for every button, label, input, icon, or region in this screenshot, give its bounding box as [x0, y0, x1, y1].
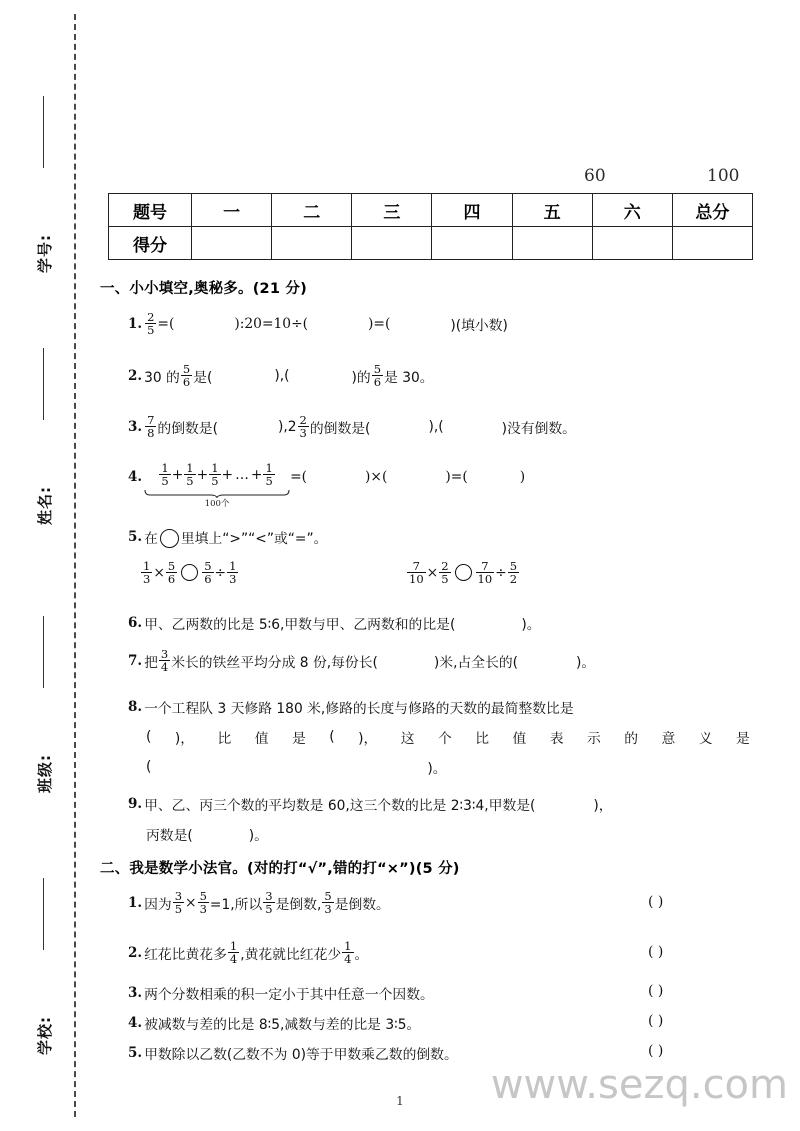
section-two-title: 二、我是数学小法官。	[100, 861, 247, 877]
fraction-5-3: $\frac{5}{3}$	[324, 888, 332, 916]
question-8-close-paren: )，	[174, 731, 195, 747]
tf1-text-3: 是倒数,	[275, 896, 322, 913]
margin-field-class[interactable]	[22, 698, 66, 848]
question-8-open-paren-2[interactable]: (	[329, 729, 335, 745]
question-9-text-line-1: 甲、乙、丙三个数的平均数是 60,这三个数的比是 2∶3∶4,甲数是(	[144, 798, 536, 814]
tf1-text-2: =1,所以	[209, 896, 263, 913]
question-number: 6.	[128, 615, 143, 631]
score-cell-section-4[interactable]	[432, 227, 512, 260]
question-8-char: 意	[661, 731, 676, 747]
question-number: 3.	[128, 985, 143, 1001]
table-header-section-6: 六	[592, 194, 672, 227]
question-8-char: 是	[735, 731, 750, 747]
question-5-expression-left	[140, 560, 239, 586]
table-row-question-numbers	[109, 194, 753, 227]
tf1-text-1: 因为	[144, 896, 172, 913]
fraction-5-6: $\frac{5}{6}$	[167, 558, 176, 586]
truefalse-question-3	[128, 983, 434, 1003]
question-8-text-line-1: 一个工程队 3 天修路 180 米,修路的长度与修路的天数的最简整数比是	[144, 701, 574, 717]
tf4-text: 被减数与差的比是 8∶5,减数与差的比是 3∶5。	[144, 1017, 421, 1033]
tf2-text-2: ,黄花就比红花少	[240, 946, 342, 963]
margin-rule	[43, 348, 44, 420]
question-2-text-5: 是 30。	[384, 369, 434, 386]
plus-operator: +	[250, 466, 263, 483]
table-header-section-4: 四	[432, 194, 512, 227]
question-1-text-2: ):20=10÷(	[234, 315, 309, 332]
question-4-fill	[128, 462, 525, 509]
fraction-3-5: $\frac{3}{5}$	[174, 888, 183, 916]
truefalse-question-5	[128, 1043, 458, 1063]
tf1-text-4: 是倒数。	[334, 896, 390, 913]
question-number: 8.	[128, 699, 143, 715]
fraction-3-5: $\frac{3}{5}$	[265, 888, 273, 916]
tf3-text: 两个分数相乘的积一定小于其中任意一个因数。	[144, 987, 434, 1003]
comparison-circle-icon[interactable]	[181, 564, 198, 581]
divide-operator: ÷	[214, 564, 227, 581]
margin-rule	[43, 878, 44, 950]
question-number: 7.	[128, 652, 143, 669]
student-info-margin	[0, 0, 92, 1131]
question-6-text-2: )。	[521, 617, 541, 633]
section-one-title: 一、小小填空,奥秘多。	[100, 281, 253, 297]
answer-bracket-4[interactable]: ( )	[648, 1013, 664, 1029]
margin-rule	[43, 616, 44, 688]
margin-field-label: 学校:	[35, 1015, 54, 1055]
question-4-text-3: )=(	[445, 469, 468, 485]
tf2-text-3: 。	[354, 946, 369, 963]
fraction-2-5: $\frac{2}{5}$	[441, 558, 449, 586]
question-8-close-paren-3: )。	[427, 761, 447, 777]
fraction-1-3: $\frac{1}{3}$	[229, 558, 237, 586]
fraction-2-5: $\frac{2}{5}$	[147, 309, 155, 337]
section-two-points: (对的打“√”,错的打“×”)(5 分)	[247, 861, 460, 877]
score-cell-total[interactable]	[672, 227, 752, 260]
circle-blank-icon[interactable]	[160, 529, 179, 548]
question-7-text-1: 把	[144, 654, 158, 671]
fraction-1-5: $\frac{1}{5}$	[186, 460, 194, 488]
score-table	[108, 193, 753, 260]
fraction-5-6: $\frac{5}{6}$	[373, 361, 382, 389]
question-9-line-1	[128, 794, 613, 814]
question-6-fill	[128, 613, 541, 633]
score-cell-section-2[interactable]	[272, 227, 352, 260]
question-1-text-3: )=(	[368, 315, 391, 332]
answer-bracket-3[interactable]: ( )	[648, 983, 664, 999]
margin-field-label: 班级:	[35, 753, 54, 793]
fraction-1-4: $\frac{1}{4}$	[229, 938, 238, 966]
answer-bracket-2[interactable]: ( )	[648, 944, 664, 960]
margin-field-school[interactable]	[22, 960, 66, 1110]
question-8-char: 示	[586, 731, 601, 747]
question-2-text-1: 30 的	[144, 369, 180, 386]
margin-dashed-fold-line	[74, 14, 76, 1117]
fraction-7-8: $\frac{7}{8}$	[147, 412, 155, 440]
question-3-fill	[128, 414, 576, 440]
table-header-score: 得分	[109, 227, 192, 260]
table-header-total: 总分	[672, 194, 752, 227]
question-8-line-3	[146, 757, 447, 777]
score-cell-section-3[interactable]	[352, 227, 432, 260]
question-8-char: 值	[254, 731, 269, 747]
question-8-char: 个	[437, 731, 452, 747]
section-one-points: (21 分)	[252, 281, 307, 297]
question-number: 2.	[128, 367, 143, 384]
score-mark-section-six: 60	[584, 166, 606, 186]
fraction-7-10: $\frac{7}{10}$	[477, 558, 493, 586]
question-8-char: 这	[400, 731, 415, 747]
fraction-7-10: $\frac{7}{10}$	[409, 558, 424, 586]
question-number: 1.	[128, 894, 143, 911]
question-2-text-4: )的	[351, 369, 371, 386]
question-6-text-1: 甲、乙两数的比是 5∶6,甲数与甲、乙两数和的比是(	[144, 617, 456, 633]
repeated-fraction-group	[144, 462, 290, 509]
question-7-fill	[128, 648, 595, 674]
fraction-5-2: $\frac{5}{2}$	[509, 558, 518, 586]
fraction-1-5: $\frac{1}{5}$	[211, 460, 219, 488]
fraction-1-5: $\frac{1}{5}$	[265, 460, 273, 488]
tf5-text: 甲数除以乙数(乙数不为 0)等于甲数乘乙数的倒数。	[144, 1047, 458, 1063]
table-header-section-3: 三	[352, 194, 432, 227]
question-8-line-1	[128, 697, 574, 717]
table-header-section-5: 五	[512, 194, 592, 227]
score-cell-section-1[interactable]	[192, 227, 272, 260]
plus-operator: +	[196, 466, 209, 483]
table-header-question-number: 题号	[109, 194, 192, 227]
question-number: 3.	[128, 418, 143, 435]
truefalse-question-4	[128, 1013, 420, 1033]
question-number: 9.	[128, 796, 143, 812]
question-1-text-1: =(	[157, 315, 175, 332]
score-marks	[100, 166, 760, 192]
question-7-text-3: )米,占全长的(	[433, 654, 519, 671]
fraction-1-3: $\frac{1}{3}$	[143, 558, 151, 586]
question-4-text-2: )×(	[365, 469, 388, 485]
page-number: 1	[396, 1094, 404, 1108]
question-8-open-paren-3[interactable]: (	[146, 759, 152, 775]
exam-sheet	[100, 0, 760, 1131]
question-8-char: 义	[698, 731, 713, 747]
question-8-close-paren-2: )，	[358, 731, 378, 747]
question-8-char: 的	[624, 731, 639, 747]
margin-rule	[43, 96, 44, 168]
margin-field-label: 姓名:	[35, 485, 54, 525]
question-number: 5.	[128, 1045, 143, 1061]
underbrace-label: 100个	[204, 498, 230, 509]
fraction-5-3: $\frac{5}{3}$	[199, 888, 207, 916]
question-3-text-5: )没有倒数。	[501, 420, 576, 437]
question-2-text-3: ),(	[274, 367, 290, 384]
ellipsis: …	[235, 466, 249, 483]
question-2-text-2: 是(	[193, 369, 213, 386]
question-9-line-2	[146, 824, 268, 844]
question-number: 4.	[128, 469, 143, 485]
question-5-expression-right	[406, 560, 520, 586]
question-3-text-3: 的倒数是(	[309, 420, 371, 437]
question-4-text-4: )	[519, 469, 526, 485]
question-number: 5.	[128, 529, 143, 545]
margin-field-name[interactable]	[22, 430, 66, 580]
question-8-char: 值	[512, 731, 527, 747]
question-1-text-4: )(填小数)	[450, 317, 508, 334]
answer-bracket-5[interactable]: ( )	[648, 1043, 664, 1059]
question-7-text-4: )。	[576, 654, 596, 671]
question-9-text-line-2: 丙数是(	[146, 828, 193, 844]
score-cell-section-6[interactable]	[592, 227, 672, 260]
divide-operator: ÷	[495, 564, 507, 581]
fraction-5-6: $\frac{5}{6}$	[182, 361, 191, 389]
question-8-open-paren[interactable]: (	[146, 729, 152, 745]
fraction-5-6: $\frac{5}{6}$	[204, 558, 212, 586]
margin-field-student-id[interactable]	[22, 178, 66, 328]
fraction-3-4: $\frac{3}{4}$	[160, 646, 169, 674]
question-5-text-b: 里填上“>”“<”或“=”。	[180, 531, 328, 547]
tf2-text-1: 红花比黄花多	[144, 946, 227, 963]
comparison-circle-icon[interactable]	[455, 564, 472, 581]
fraction-1-4: $\frac{1}{4}$	[344, 938, 352, 966]
question-1-fill	[128, 311, 508, 337]
times-operator: ×	[153, 564, 165, 581]
question-number: 1.	[128, 315, 143, 332]
times-operator: ×	[426, 564, 439, 581]
times-operator: ×	[185, 894, 197, 911]
question-8-char: 比	[217, 731, 232, 747]
plus-operator: +	[221, 466, 234, 483]
question-5-text-a: 在	[144, 531, 158, 547]
table-header-section-2: 二	[272, 194, 352, 227]
section-heading-one	[100, 277, 307, 298]
question-4-text-1: =(	[290, 469, 308, 485]
question-8-line-2	[146, 727, 750, 747]
answer-bracket-1[interactable]: ( )	[648, 894, 664, 910]
question-number: 2.	[128, 944, 143, 961]
plus-operator: +	[171, 466, 184, 483]
question-number: 4.	[128, 1015, 143, 1031]
question-9-line-2-end: )。	[248, 828, 268, 844]
question-8-char: 比	[475, 731, 490, 747]
truefalse-question-2	[128, 940, 368, 966]
truefalse-question-1	[128, 890, 390, 916]
fraction-2-3: $\frac{2}{3}$	[299, 412, 307, 440]
score-cell-section-5[interactable]	[512, 227, 592, 260]
site-watermark: www.sezq.com	[490, 1062, 788, 1108]
question-8-char: 表	[549, 731, 564, 747]
question-3-text-2: ),2	[278, 418, 297, 435]
section-heading-two	[100, 857, 460, 878]
question-3-text-4: ),(	[428, 418, 444, 435]
question-7-text-2: 米长的铁丝平均分成 8 份,每份长(	[171, 654, 378, 671]
table-row-scores	[109, 227, 753, 260]
question-8-char: 是	[291, 731, 306, 747]
question-5-prompt	[128, 527, 327, 547]
fraction-1-5: $\frac{1}{5}$	[161, 460, 169, 488]
question-3-text-1: 的倒数是(	[157, 420, 218, 437]
question-2-fill	[128, 363, 434, 389]
table-header-section-1: 一	[192, 194, 272, 227]
margin-field-label: 学号:	[35, 233, 54, 273]
question-9-line-1-end: )，	[593, 798, 613, 814]
score-mark-total: 100	[707, 166, 740, 186]
